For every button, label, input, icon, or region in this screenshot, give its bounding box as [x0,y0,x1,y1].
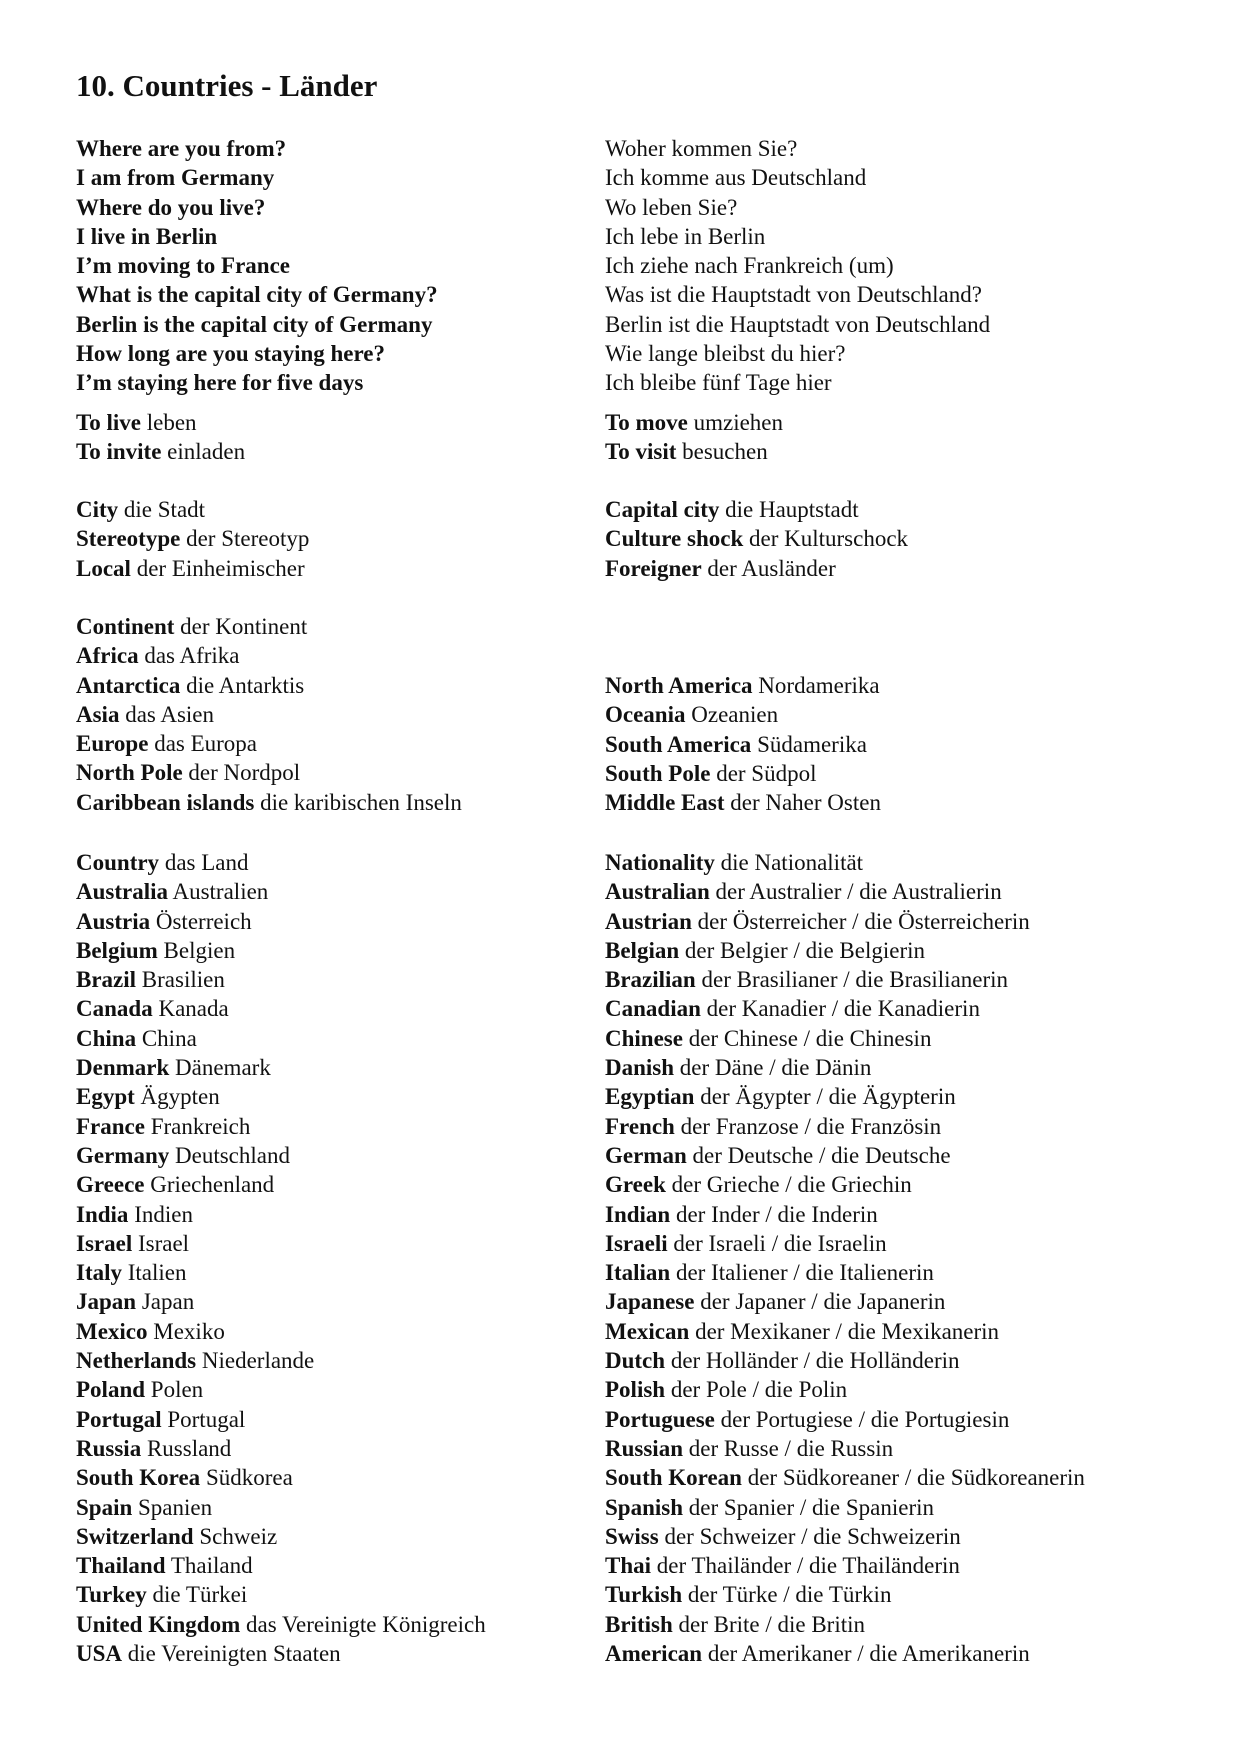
vocab-term: Greek [605,1172,666,1198]
country-entry [76,1317,596,1346]
vocab-entry [76,437,596,466]
vocab-translation: der Pole / die Polin [670,1377,848,1403]
vocab-translation: Nordamerika [758,673,880,698]
vocab-entry [605,554,1205,583]
vocab-translation: der Kontinent [180,614,308,639]
vocab-term: Australia [76,879,168,905]
vocab-term: German [605,1142,687,1168]
page-title: 10. Countries - Länder [76,68,378,103]
vocab-term: Swiss [605,1523,659,1549]
vocab-term: United Kingdom [76,1611,241,1637]
nationality-entry [605,1258,1205,1287]
country-entry [76,1170,596,1199]
vocab-term: France [76,1113,145,1139]
vocab-term: Turkey [76,1582,147,1608]
vocab-translation: Südkorea [205,1465,293,1491]
vocab-translation: der Nordpol [188,760,301,786]
vocab-term: To live [76,410,141,435]
vocab-translation: der Einheimischer [136,555,305,581]
vocab-term: City [76,497,119,522]
vocab-term: Nationality [605,850,715,875]
vocab-term: Japan [76,1289,137,1315]
vocab-translation: die karibischen Inseln [260,789,462,815]
vocab-translation: die Hauptstadt [725,497,859,522]
country-entry [76,877,596,906]
vocab-translation: der Japaner / die Japanerin [700,1289,946,1315]
nationality-entry [605,1639,1205,1668]
country-entry [76,1346,596,1375]
vocab-translation: der Holländer / die Holländerin [670,1348,960,1374]
vocab-translation: der Kanadier / die Kanadierin [706,996,980,1022]
vocab-term: Foreigner [605,555,702,581]
nationalities-list [605,848,1205,1668]
country-entry [76,907,596,936]
vocab-term: Egyptian [605,1084,695,1110]
vocab-term: Russia [76,1435,142,1461]
vocab-term: British [605,1611,673,1637]
phrase-german: Ich bleibe fünf Tage hier [605,370,832,396]
vocab-entry [76,612,596,641]
nationality-entry [605,1317,1205,1346]
nationality-entry [605,1522,1205,1551]
vocab-term: Belgian [605,937,680,963]
vocab-term: Mexican [605,1318,690,1344]
country-entry [76,1112,596,1141]
vocab-term: Russian [605,1435,683,1461]
phrase-german: Was ist die Hauptstadt von Deutschland? [605,282,982,308]
vocab-term: Switzerland [76,1523,194,1549]
vocab-term: Antarctica [76,672,181,698]
vocab-term: American [605,1641,703,1667]
vocab-translation: das Afrika [144,643,240,669]
vocab-translation: der Israeli / die Israelin [673,1230,887,1256]
phrases-german [605,134,1205,398]
country-entry [76,1434,596,1463]
vocab-translation: der Australier / die Australierin [715,879,1002,905]
vocab-term: Danish [605,1055,675,1081]
vocab-translation: Mexiko [153,1318,225,1344]
vocab-translation: der Naher Osten [730,790,881,816]
vocab-translation: Italien [127,1260,187,1286]
vocab-translation: der Franzose / die Französin [680,1113,942,1139]
vocab-term: Turkish [605,1582,683,1608]
vocab-translation: der Thailänder / die Thailänderin [656,1553,960,1579]
vocab-term: Thai [605,1553,652,1579]
vocab-translation: der Ausländer [707,555,836,581]
vocab-entry [76,408,596,437]
vocab-translation: China [141,1025,197,1051]
vocab-entry [76,700,596,729]
phrases-english [76,134,596,398]
vocab-term: Brazil [76,967,137,993]
vocab-entry [76,788,596,817]
vocab-translation: einladen [167,439,246,465]
nationality-entry [605,1375,1205,1404]
nationality-entry [605,994,1205,1023]
vocab-translation: Österreich [155,908,252,934]
phrase-german: Woher kommen Sie? [605,136,798,161]
vocab-translation: der Brite / die Britin [678,1611,865,1637]
vocab-term: Spanish [605,1494,684,1520]
vocab-term: Israel [76,1230,133,1256]
country-entry [76,1551,596,1580]
vocab-term: To move [605,410,688,435]
vocab-term: Italy [76,1260,122,1286]
country-entry [76,1610,596,1639]
vocab-entry [605,495,1205,524]
vocab-term: Stereotype [76,526,181,552]
vocab-term: Culture shock [605,526,744,552]
phrase-english: What is the capital city of Germany? [76,282,438,308]
nationality-entry [605,1141,1205,1170]
vocab-term: Australian [605,879,710,905]
vocab-term: Brazilian [605,967,696,993]
vocab-translation: Südamerika [757,731,867,757]
continents-right [605,671,1205,817]
vocab-translation: der Brasilianer / die Brasilianerin [701,967,1009,993]
vocab-translation: Israel [137,1230,190,1256]
nationality-entry [605,1229,1205,1258]
vocab-translation: Brasilien [141,967,225,993]
country-entry [76,1493,596,1522]
vocab-term: Denmark [76,1055,170,1081]
vocab-translation: der Amerikaner / die Amerikanerin [707,1641,1030,1667]
countries-list [76,848,596,1668]
vocab-term: Europe [76,731,149,757]
phrase-english: Where do you live? [76,194,266,220]
vocab-translation: der Türke / die Türkin [687,1582,892,1608]
continents-left [76,612,596,817]
vocab-translation: Belgien [163,937,236,963]
phrase-german: Ich ziehe nach Frankreich (um) [605,253,894,279]
vocab-translation: die Antarktis [186,672,305,698]
nationality-entry [605,1434,1205,1463]
vocab-translation: der Ägypter / die Ägypterin [700,1084,956,1110]
vocab-term: Caribbean islands [76,789,255,815]
country-entry [76,1024,596,1053]
nationality-entry [605,1493,1205,1522]
country-entry [76,994,596,1023]
city-nouns-right [605,495,1205,583]
vocab-entry [605,437,1205,466]
vocab-translation: die Türkei [152,1582,248,1608]
vocab-entry [76,524,596,553]
vocab-translation: der Chinese / die Chinesin [688,1025,932,1051]
vocab-translation: der Mexikaner / die Mexikanerin [695,1318,1000,1344]
vocab-translation: der Russe / die Russin [688,1435,894,1461]
vocab-term: Mexico [76,1318,148,1344]
nationality-entry [605,1346,1205,1375]
verbs-left [76,408,596,467]
phrase-english: I am from Germany [76,165,275,191]
vocab-translation: Polen [150,1377,204,1403]
phrase-english: I’m moving to France [76,253,290,279]
phrase-german: Berlin ist die Hauptstadt von Deutschland [605,311,991,337]
vocab-translation: die Vereinigten Staaten [127,1641,341,1667]
vocab-term: To invite [76,439,162,465]
vocab-entry [605,730,1205,759]
vocab-term: French [605,1113,675,1139]
country-entry [76,965,596,994]
phrase-german: Wie lange bleibst du hier? [605,341,846,367]
country-entry [76,1405,596,1434]
vocab-entry [605,671,1205,700]
vocab-term: Continent [76,614,175,639]
nationality-entry [605,907,1205,936]
phrase-english: I’m staying here for five days [76,370,364,396]
vocab-term: India [76,1201,129,1227]
country-entry [76,1580,596,1609]
nationality-entry [605,1610,1205,1639]
phrase-german: Ich lebe in Berlin [605,223,766,249]
vocab-translation: Ozeanien [691,702,779,728]
vocab-term: Chinese [605,1025,683,1051]
country-entry [76,1053,596,1082]
vocab-translation: der Portugiese / die Portugiesin [720,1406,1010,1432]
vocab-translation: leben [146,410,197,435]
vocab-term: China [76,1025,137,1051]
vocab-term: Germany [76,1142,170,1168]
vocab-translation: Schweiz [199,1523,278,1549]
phrase-english: Berlin is the capital city of Germany [76,311,433,337]
vocab-translation: besuchen [682,439,768,465]
vocab-entry [76,495,596,524]
vocab-translation: der Österreicher / die Österreicherin [697,908,1030,934]
vocab-term: To visit [605,439,677,465]
nationality-entry [605,1405,1205,1434]
vocab-term: Portugal [76,1406,162,1432]
verbs-right [605,408,1205,467]
vocab-term: Polish [605,1377,666,1403]
country-entry [76,848,596,877]
vocab-term: North Pole [76,760,183,786]
vocab-translation: der Grieche / die Griechin [671,1172,912,1198]
vocab-translation: umziehen [693,410,784,435]
nationality-entry [605,1053,1205,1082]
vocab-translation: die Nationalität [720,850,864,875]
nationality-entry [605,1082,1205,1111]
vocab-translation: der Deutsche / die Deutsche [692,1142,951,1168]
vocab-term: Netherlands [76,1348,197,1374]
vocab-entry [76,729,596,758]
phrase-english: How long are you staying here? [76,341,386,367]
vocab-translation: der Inder / die Inderin [675,1201,878,1227]
vocab-term: Italian [605,1260,671,1286]
phrase-english: I live in Berlin [76,223,218,249]
vocab-term: South Korea [76,1465,201,1491]
vocab-entry [76,554,596,583]
vocab-entry [605,524,1205,553]
vocab-translation: Griechenland [150,1172,275,1198]
vocab-translation: der Italiener / die Italienerin [675,1260,934,1286]
vocab-entry [605,788,1205,817]
vocab-entry [605,759,1205,788]
vocab-entry [605,700,1205,729]
vocab-entry [76,671,596,700]
vocab-term: South America [605,731,752,757]
vocab-term: USA [76,1641,123,1667]
vocab-term: Austrian [605,908,692,934]
vocab-translation: der Däne / die Dänin [679,1055,872,1081]
vocab-term: Spain [76,1494,133,1520]
vocab-translation: Australien [172,879,269,905]
vocab-term: Oceania [605,702,686,728]
vocab-translation: der Stereotyp [186,526,310,552]
country-entry [76,1258,596,1287]
vocab-term: Greece [76,1172,145,1198]
vocab-translation: Indien [134,1201,193,1227]
vocab-translation: die Stadt [123,497,206,522]
vocab-term: Canada [76,996,153,1022]
vocab-term: Middle East [605,790,725,816]
country-entry [76,1522,596,1551]
nationality-entry [605,936,1205,965]
vocab-term: Asia [76,701,120,727]
vocab-translation: Thailand [170,1553,253,1579]
vocab-term: Capital city [605,497,720,522]
vocab-term: South Pole [605,760,711,786]
vocab-term: Thailand [76,1553,166,1579]
country-entry [76,1141,596,1170]
vocab-term: Portuguese [605,1406,715,1432]
vocab-term: Indian [605,1201,671,1227]
nationality-entry [605,1551,1205,1580]
vocab-translation: der Spanier / die Spanierin [688,1494,935,1520]
vocab-translation: der Südkoreaner / die Südkoreanerin [747,1465,1085,1491]
vocab-translation: Russland [146,1435,232,1461]
vocab-term: Local [76,555,131,581]
nationality-entry [605,1024,1205,1053]
vocab-term: Egypt [76,1084,135,1110]
vocab-translation: Ägypten [140,1084,220,1110]
vocab-translation: das Vereinigte Königreich [245,1611,486,1637]
vocab-entry [76,641,596,670]
vocab-translation: Frankreich [150,1113,251,1139]
country-entry [76,1200,596,1229]
phrase-german: Ich komme aus Deutschland [605,165,867,191]
vocab-entry [76,758,596,787]
country-entry [76,1287,596,1316]
country-entry [76,1082,596,1111]
vocab-translation: Portugal [167,1406,246,1432]
vocab-term: Austria [76,908,151,934]
vocab-term: Africa [76,643,139,669]
nationality-entry [605,1170,1205,1199]
vocab-term: Poland [76,1377,146,1403]
city-nouns-left [76,495,596,583]
nationality-entry [605,965,1205,994]
vocab-translation: das Land [164,850,249,875]
nationality-entry [605,1200,1205,1229]
vocab-term: North America [605,673,753,698]
nationality-entry [605,848,1205,877]
vocab-term: Japanese [605,1289,695,1315]
vocab-term: Canadian [605,996,701,1022]
vocab-translation: der Belgier / die Belgierin [684,937,926,963]
vocab-term: Israeli [605,1230,668,1256]
nationality-entry [605,1463,1205,1492]
vocab-translation: der Kulturschock [749,526,909,552]
vocab-translation: Kanada [158,996,229,1022]
nationality-entry [605,877,1205,906]
vocab-translation: das Asien [125,701,215,727]
vocab-translation: Niederlande [201,1348,315,1374]
vocab-translation: das Europa [154,731,258,757]
vocab-term: Belgium [76,937,158,963]
nationality-entry [605,1580,1205,1609]
phrase-english: Where are you from? [76,136,287,161]
country-entry [76,1463,596,1492]
vocab-translation: Dänemark [175,1055,271,1081]
country-entry [76,1639,596,1668]
vocab-term: Dutch [605,1348,666,1374]
country-entry [76,1375,596,1404]
vocab-translation: Spanien [138,1494,213,1520]
nationality-entry [605,1112,1205,1141]
vocab-translation: der Südpol [716,760,817,786]
vocab-term: South Korean [605,1465,742,1491]
vocab-term: Country [76,850,160,875]
country-entry [76,1229,596,1258]
country-entry [76,936,596,965]
nationality-entry [605,1287,1205,1316]
vocab-translation: der Schweizer / die Schweizerin [664,1523,961,1549]
vocab-entry [605,408,1205,437]
vocab-translation: Deutschland [175,1142,290,1168]
phrase-german: Wo leben Sie? [605,194,738,220]
vocab-translation: Japan [141,1289,195,1315]
